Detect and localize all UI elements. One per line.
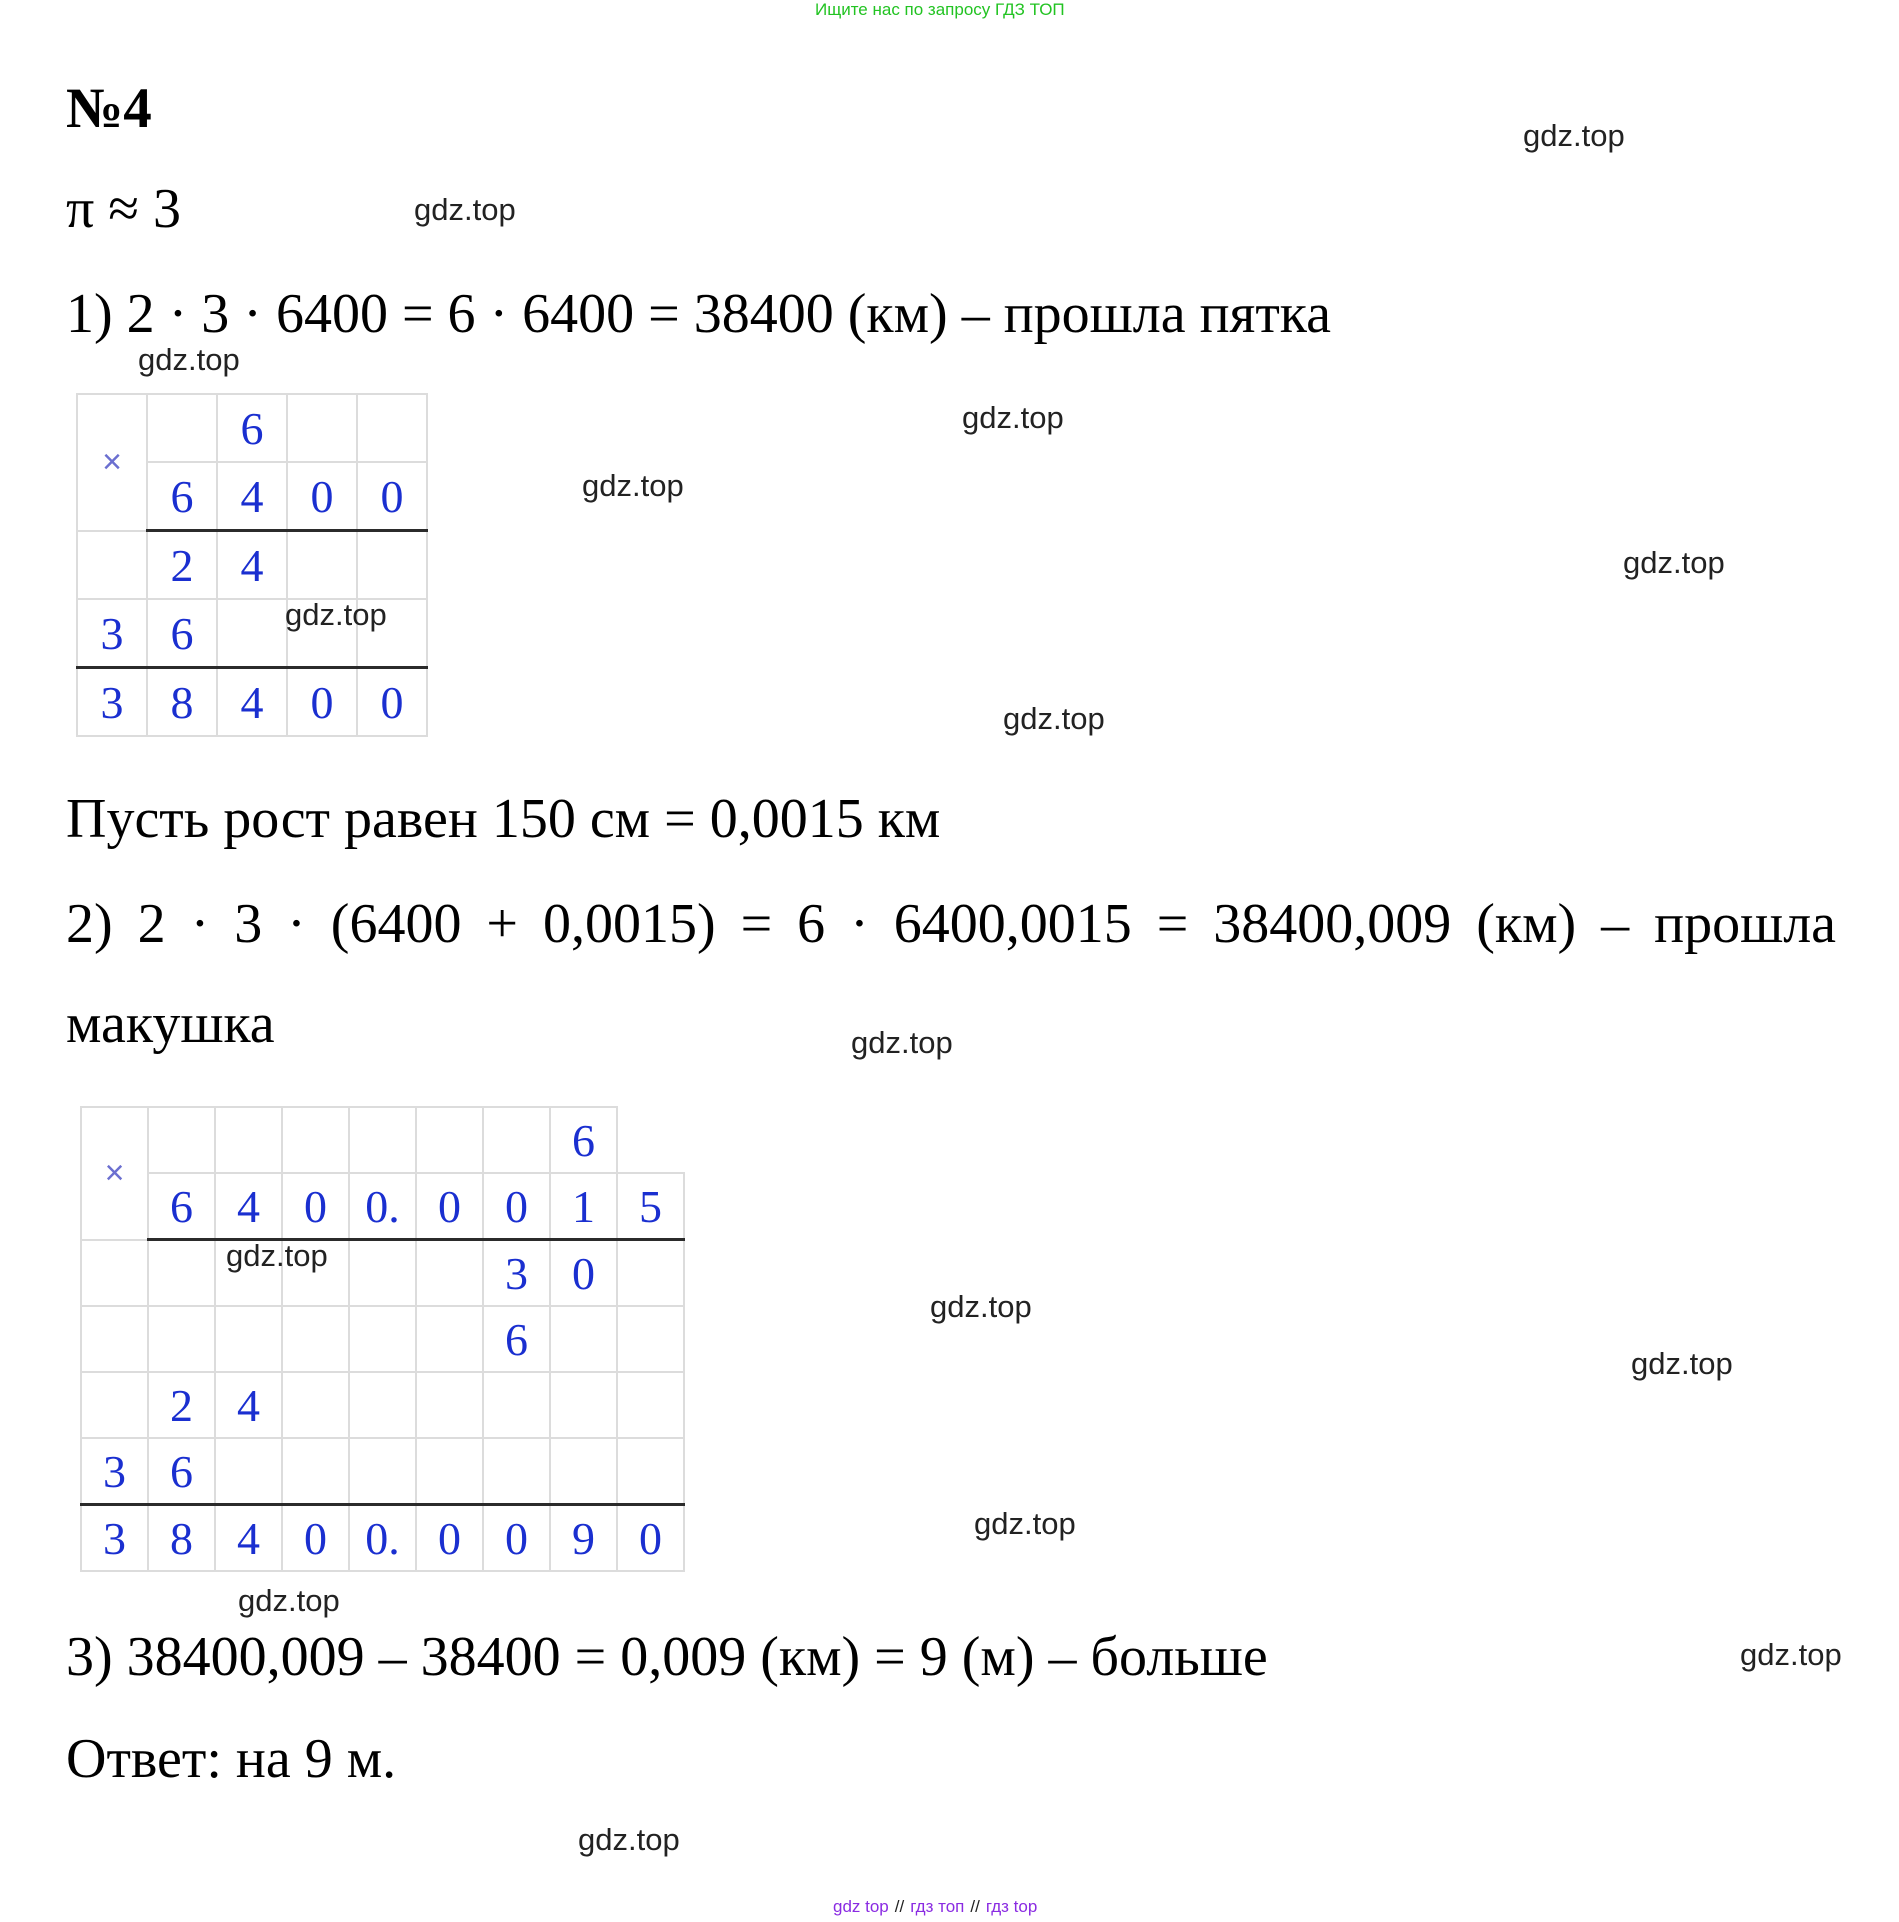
watermark: gdz.top xyxy=(238,1583,340,1618)
grid-cell xyxy=(287,531,357,600)
grid-cell xyxy=(416,1372,483,1438)
multiply-sign: × xyxy=(77,394,147,531)
grid-row xyxy=(77,668,427,737)
grid-cell: 0 xyxy=(287,668,357,737)
grid-cell xyxy=(349,1372,416,1438)
footer-link[interactable]: гдз топ xyxy=(910,1897,965,1916)
watermark: gdz.top xyxy=(414,192,516,227)
grid-row xyxy=(81,1240,684,1307)
step-3: 3) 38400,009 – 38400 = 0,009 (км) = 9 (м) – больше xyxy=(66,1626,1268,1688)
watermark: gdz.top xyxy=(285,597,387,632)
search-banner[interactable]: Ищите нас по запросу ГДЗ ТОП xyxy=(815,0,1065,19)
grid-cell xyxy=(282,1372,349,1438)
grid-cell xyxy=(148,1306,215,1372)
step-1: 1) 2 · 3 · 6400 = 6 · 6400 = 38400 (км) – прошла пятка xyxy=(66,283,1332,345)
grid-cell: 4 xyxy=(217,668,287,737)
grid-cell xyxy=(416,1240,483,1307)
watermark: gdz.top xyxy=(138,342,240,377)
grid-cell xyxy=(148,1240,215,1307)
footer-separator: // xyxy=(970,1897,980,1916)
watermark: gdz.top xyxy=(1740,1637,1842,1672)
grid-cell: 6 xyxy=(550,1107,617,1173)
grid-cell: 0 xyxy=(282,1173,349,1240)
grid-cell: 0 xyxy=(282,1505,349,1572)
grid-cell: 0 xyxy=(416,1505,483,1572)
grid-cell: 4 xyxy=(215,1173,282,1240)
grid-cell: 6 xyxy=(147,462,217,531)
grid-cell xyxy=(349,1306,416,1372)
grid-cell xyxy=(617,1438,684,1505)
grid-cell: 2 xyxy=(148,1372,215,1438)
watermark: gdz.top xyxy=(1623,545,1725,580)
grid-cell xyxy=(349,1240,416,1307)
step-2-continuation: макушка xyxy=(66,993,275,1055)
grid-cell: 0 xyxy=(287,462,357,531)
grid-cell: 0 xyxy=(617,1505,684,1572)
grid-row xyxy=(81,1505,684,1572)
grid-cell xyxy=(215,1107,282,1173)
grid-cell: 0 xyxy=(357,668,427,737)
grid-cell xyxy=(287,394,357,462)
grid-cell: 6 xyxy=(148,1438,215,1505)
grid-cell: 1 xyxy=(550,1173,617,1240)
watermark: gdz.top xyxy=(1523,118,1625,153)
grid-cell xyxy=(357,531,427,600)
grid-cell: 4 xyxy=(215,1372,282,1438)
assumption-line: Пусть рост равен 150 см = 0,0015 км xyxy=(66,788,941,850)
grid-cell xyxy=(550,1306,617,1372)
grid-cell xyxy=(282,1306,349,1372)
grid-cell: 3 xyxy=(77,668,147,737)
watermark: gdz.top xyxy=(974,1506,1076,1541)
grid-cell xyxy=(349,1107,416,1173)
grid-cell xyxy=(81,1372,148,1438)
footer-link[interactable]: gdz top xyxy=(833,1897,889,1916)
grid-row xyxy=(81,1372,684,1438)
grid-cell: 0. xyxy=(349,1505,416,1572)
watermark: gdz.top xyxy=(1003,701,1105,736)
grid-cell xyxy=(416,1438,483,1505)
answer-line: Ответ: на 9 м. xyxy=(66,1728,397,1790)
multiplication-grid-1 xyxy=(76,393,428,737)
grid-cell xyxy=(147,394,217,462)
grid-cell xyxy=(215,1438,282,1505)
grid-cell: 2 xyxy=(147,531,217,600)
grid-cell: 3 xyxy=(483,1240,550,1307)
pi-approximation: π ≈ 3 xyxy=(66,178,182,240)
watermark: gdz.top xyxy=(962,400,1064,435)
task-number: №4 xyxy=(66,77,152,140)
grid-cell xyxy=(483,1107,550,1173)
grid-cell: 4 xyxy=(215,1505,282,1572)
grid-cell: 6 xyxy=(483,1306,550,1372)
grid-cell xyxy=(617,1306,684,1372)
grid-cell: 4 xyxy=(217,531,287,600)
grid-cell: 5 xyxy=(617,1173,684,1240)
grid-row xyxy=(81,1306,684,1372)
grid-cell xyxy=(349,1438,416,1505)
grid-cell xyxy=(81,1306,148,1372)
grid-cell: 0 xyxy=(483,1505,550,1572)
grid-cell xyxy=(550,1372,617,1438)
grid-cell xyxy=(617,1372,684,1438)
grid-row xyxy=(81,1173,684,1240)
footer-separator: // xyxy=(894,1897,905,1916)
grid-cell xyxy=(357,394,427,462)
watermark: gdz.top xyxy=(930,1289,1032,1324)
multiplication-grid-2 xyxy=(80,1106,685,1572)
grid-cell: 8 xyxy=(147,668,217,737)
grid-cell: 0 xyxy=(550,1240,617,1307)
grid-cell: 3 xyxy=(81,1505,148,1572)
grid-cell xyxy=(81,1240,148,1307)
grid-cell xyxy=(483,1438,550,1505)
grid-row xyxy=(81,1438,684,1505)
multiply-sign: × xyxy=(81,1107,148,1240)
watermark: gdz.top xyxy=(851,1025,953,1060)
grid-cell: 6 xyxy=(147,599,217,668)
grid-cell xyxy=(217,599,287,668)
grid-cell xyxy=(215,1306,282,1372)
step-2: 2) 2 · 3 · (6400 + 0,0015) = 6 · 6400,0015 = 38400,009 (км) – прошла xyxy=(66,893,1836,955)
grid-cell: 0 xyxy=(357,462,427,531)
grid-cell xyxy=(483,1372,550,1438)
grid-cell xyxy=(282,1438,349,1505)
grid-cell: 9 xyxy=(550,1505,617,1572)
grid-cell: 6 xyxy=(217,394,287,462)
watermark: gdz.top xyxy=(1631,1346,1733,1381)
watermark: gdz.top xyxy=(582,468,684,503)
grid-cell xyxy=(416,1107,483,1173)
footer-links xyxy=(833,1897,1037,1917)
grid-row xyxy=(81,1107,684,1173)
grid-cell xyxy=(148,1107,215,1173)
grid-row xyxy=(77,394,427,462)
grid-cell xyxy=(77,531,147,600)
grid-cell xyxy=(282,1107,349,1173)
grid-row xyxy=(77,531,427,600)
grid-cell: 6 xyxy=(148,1173,215,1240)
grid-cell: 8 xyxy=(148,1505,215,1572)
footer-link[interactable]: гдз top xyxy=(985,1897,1038,1916)
grid-cell xyxy=(617,1240,684,1307)
grid-cell: 0 xyxy=(416,1173,483,1240)
grid-cell: 0. xyxy=(349,1173,416,1240)
grid-cell: 3 xyxy=(81,1438,148,1505)
grid-cell: 3 xyxy=(77,599,147,668)
grid-cell xyxy=(550,1438,617,1505)
grid-cell xyxy=(416,1306,483,1372)
watermark: gdz.top xyxy=(578,1822,680,1857)
watermark: gdz.top xyxy=(226,1238,328,1273)
grid-cell: 4 xyxy=(217,462,287,531)
grid-cell: 0 xyxy=(483,1173,550,1240)
